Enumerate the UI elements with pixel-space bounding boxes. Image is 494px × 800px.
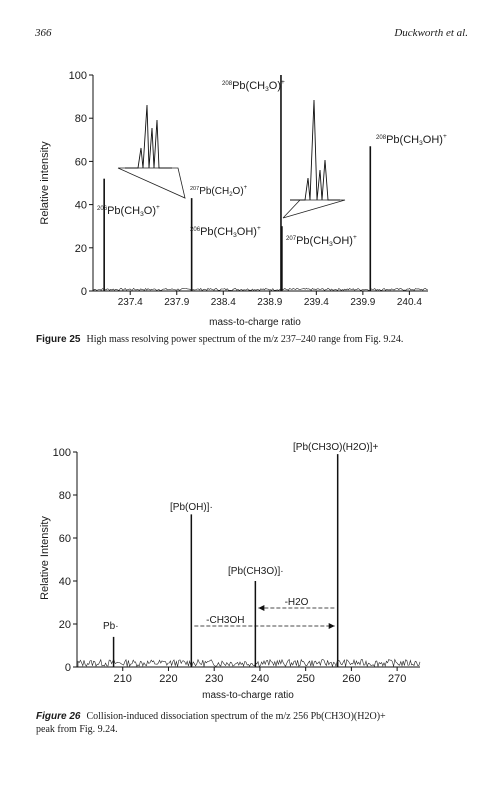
x-tick-label: 240 [250, 673, 270, 685]
figure-25-peaks [104, 75, 370, 291]
y-tick-label: 40 [74, 199, 87, 212]
figure-25-insets [118, 100, 345, 218]
peak-label-pboh: [Pb(OH)]· [170, 502, 213, 513]
x-tick-label: 210 [113, 673, 132, 685]
y-tick-label: 20 [74, 242, 87, 255]
peak-label-208pb-ch3oh: $^{208}$Pb(CH3OH)+ [376, 133, 447, 147]
figure-26-peaks [114, 454, 338, 667]
running-head: Duckworth et al. [394, 27, 468, 39]
figure-26-chart [0, 430, 494, 710]
x-tick-label: 270 [387, 673, 407, 685]
page-number: 366 [35, 27, 52, 39]
peak-label-206pb-ch3oh: $^{206}$Pb(CH3OH)+ [190, 225, 261, 239]
y-axis-label: Relative Intensity [39, 516, 51, 600]
inset-2-trace [290, 100, 340, 200]
peak-label-pbch3o: [Pb(CH3O)]· [228, 566, 284, 577]
loss-ch3oh-label: -CH3OH [206, 615, 245, 626]
y-tick-label: 80 [58, 490, 71, 502]
y-tick-label: 40 [58, 576, 71, 588]
y-tick-label: 100 [68, 70, 87, 82]
peak-label-206pb-ch3o: $^{206}$Pb(CH3O)+ [97, 204, 160, 218]
x-tick-label: 220 [159, 673, 178, 685]
peak-label-208pb-ch3o: $^{208}$Pb(CH3O)+ [222, 79, 285, 93]
y-axis-label: Relative intensity [39, 141, 51, 225]
baseline-noise [94, 288, 428, 290]
peak-label-207pb-ch2o: $^{207}Pb(CH_2O)^+$ [190, 185, 248, 198]
x-axis-label: mass-to-charge ratio [202, 690, 294, 701]
loss-ch3oh-arrowhead [329, 623, 335, 629]
peak-label-parent: [Pb(CH3O)(H2O)]+ [293, 442, 379, 453]
x-tick-label: 239.9 [350, 297, 376, 308]
figure-26-caption-line1: Collision-induced dissociation spectrum of the m/z 256 Pb(CH3O)(H2O)+ [86, 711, 386, 722]
y-tick-label: 100 [52, 447, 71, 459]
figure-25-caption-label: Figure 25 [36, 334, 81, 345]
x-tick-label: 260 [342, 673, 361, 685]
x-tick-label: 238.4 [210, 297, 236, 308]
figure-26-caption-line2: peak from Fig. 9.24. [36, 724, 118, 735]
figure-26-caption [36, 710, 386, 736]
x-tick-label: 230 [205, 673, 224, 685]
inset-1-trace [125, 105, 172, 168]
figure-25-caption-text: High mass resolving power spectrum of the m/z 237–240 range from Fig. 9.24. [86, 334, 404, 345]
y-tick-label: 60 [74, 156, 87, 169]
x-tick-label: 237.9 [164, 297, 190, 308]
y-tick-label: 0 [80, 286, 87, 298]
y-tick-label: 60 [58, 533, 71, 545]
x-tick-label: 240.4 [396, 297, 422, 308]
figure-25-caption [36, 333, 403, 346]
peak-label-207pb-ch3oh: $^{207}$Pb(CH3OH)+ [286, 234, 357, 248]
x-tick-label: 250 [296, 673, 315, 685]
baseline-noise [78, 660, 420, 667]
x-tick-label: 239.4 [303, 297, 329, 308]
y-tick-label: 80 [74, 113, 87, 126]
y-tick-label: 20 [58, 619, 71, 631]
peak-label-pb: Pb· [103, 621, 119, 632]
loss-h2o-label: -H2O [284, 597, 309, 608]
inset-1-guide [118, 168, 185, 198]
inset-2-guide [283, 200, 345, 218]
x-tick-label: 237.4 [117, 297, 143, 308]
loss-h2o-arrowhead [258, 605, 264, 611]
figure-26-caption-label: Figure 26 [36, 711, 81, 722]
y-tick-label: 0 [64, 662, 71, 674]
x-axis-label: mass-to-charge ratio [209, 317, 301, 328]
x-tick-label: 238.9 [257, 297, 283, 308]
